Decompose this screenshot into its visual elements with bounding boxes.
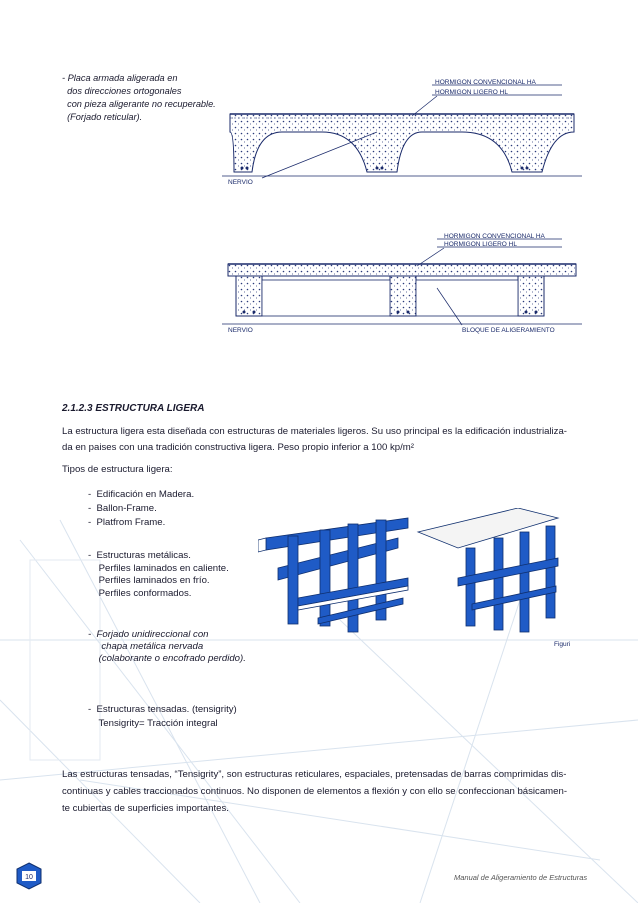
intro-line: La estructura ligera esta diseñada con estructuras de materiales ligeros. Su uso principal es la edificación industrializa- (62, 426, 568, 437)
label-hl: HORMIGON LIGERO HL (435, 89, 508, 96)
page-number-badge (16, 862, 42, 890)
list-item: - Estructuras tensadas. (tensigrity) (88, 704, 237, 715)
page-number: 10 (25, 874, 33, 881)
list-item: - Edificación en Madera. (88, 489, 195, 500)
list-item: Tensigrity= Tracción integral (88, 718, 218, 729)
list-item: - Forjado unidireccional con (88, 629, 209, 640)
label-ha: HORMIGON CONVENCIONAL HA (435, 79, 536, 86)
closing-line: continuas y cables traccionados continuos. No disponen de elementos a flexión y con ello se confeccionan básicamen- (62, 786, 568, 797)
list-item: (colaborante o encofrado perdido). (88, 653, 246, 664)
types-group-forjado (88, 629, 246, 665)
label-bloque: BLOQUE DE ALIGERAMIENTO (462, 327, 555, 334)
closing-line: Las estructuras tensadas, “Tensigrity”, son estructuras reticulares, espaciales, pretensadas de barras comprimidas dis- (62, 769, 567, 780)
types-group-tensegrity (88, 703, 237, 731)
label-hl: HORMIGON LIGERO HL (444, 241, 517, 248)
caption-line: dos direcciones ortogonales (62, 86, 182, 96)
caption-line: - Placa armada aligerada en (62, 73, 178, 83)
label-ha: HORMIGON CONVENCIONAL HA (444, 233, 545, 240)
label-nervio: NERVIO (228, 327, 253, 334)
types-group-wood (88, 488, 194, 530)
reticular-slab-section-diagram (222, 72, 582, 192)
types-title: Tipos de estructura ligera: (62, 464, 173, 475)
list-item: chapa metálica nervada (88, 641, 204, 652)
intro-line: da en paises con una tradición constructiva ligera. Peso propio inferior a 100 kp/m² (62, 442, 414, 453)
list-item: - Ballon-Frame. (88, 503, 157, 514)
diagram1-caption (62, 72, 216, 124)
list-item: Perfiles conformados. (88, 587, 192, 599)
caption-line: (Forjado reticular). (62, 112, 143, 122)
types-group-metal (88, 550, 229, 600)
list-item: Perfiles laminados en frío. (88, 575, 210, 586)
figure-label: Figuri (554, 641, 571, 648)
list-item: - Estructuras metálicas. (88, 550, 191, 561)
closing-paragraph (62, 766, 567, 817)
footer-title: Manual de Aligeramiento de Estructuras (454, 873, 588, 882)
section-heading: 2.1.2.3 ESTRUCTURA LIGERA (62, 403, 205, 414)
light-frame-structure-figure (258, 508, 582, 658)
closing-line: te cubiertas de superficies importantes. (62, 803, 229, 814)
list-item: - Platfrom Frame. (88, 517, 166, 528)
label-nervio: NERVIO (228, 179, 253, 186)
lightening-block-slab-diagram (222, 228, 582, 344)
caption-line: con pieza aligerante no recuperable. (62, 99, 216, 109)
list-item: Perfiles laminados en caliente. (88, 562, 229, 574)
intro-paragraph (62, 424, 582, 456)
